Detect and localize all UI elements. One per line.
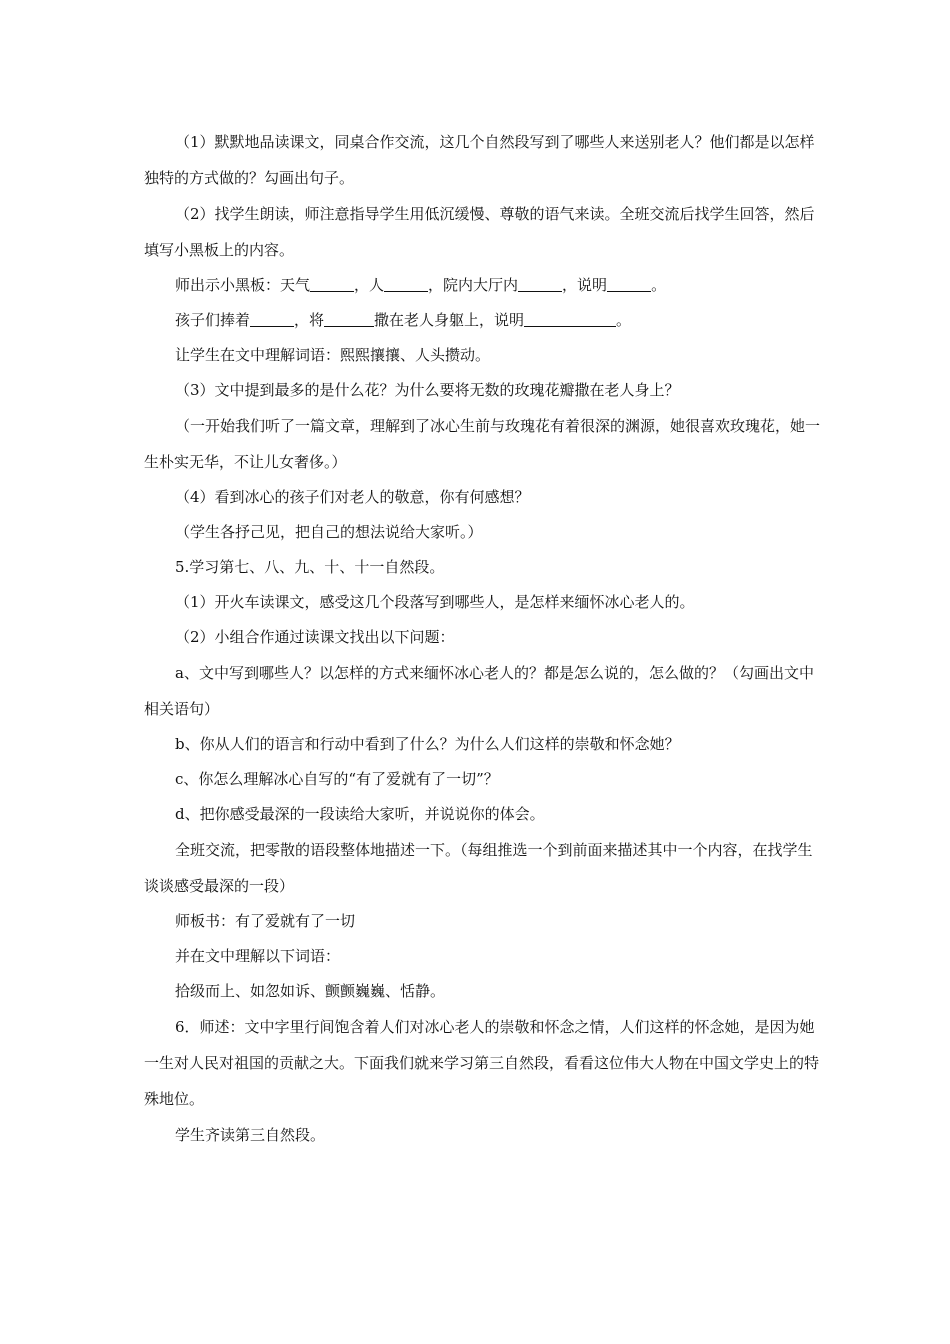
text-segment: 撒在老人身躯上，说明 <box>374 311 525 329</box>
paragraph: a、文中写到哪些人？以怎样的方式来缅怀冰心老人的？都是怎么说的，怎么做的？（勾画出文中相关语句） <box>144 664 814 718</box>
text-segment: 。 <box>651 276 667 294</box>
paragraph: 让学生在文中理解词语：熙熙攘攘、人头攒动。 <box>175 346 491 364</box>
fill-blank <box>324 311 374 327</box>
paragraph: 并在文中理解以下词语： <box>175 947 341 965</box>
text-segment: 师出示小黑板：天气 <box>175 276 311 294</box>
fill-blank <box>607 276 651 292</box>
paragraph: （3）文中提到最多的是什么花？为什么要将无数的玫瑰花瓣撒在老人身上？ <box>175 381 680 399</box>
text-segment: ，说明 <box>562 276 608 294</box>
fill-blank <box>310 276 354 292</box>
paragraph: d、把你感受最深的一段读给大家听，并说说你的体会。 <box>175 805 545 823</box>
text-segment: 。 <box>616 311 632 329</box>
text-segment: ，将 <box>294 311 325 329</box>
blackboard-line-1 <box>144 268 824 303</box>
fill-blank <box>524 311 616 327</box>
paragraph: （1）开火车读课文，感受这几个段落写到哪些人，是怎样来缅怀冰心老人的。 <box>175 593 695 611</box>
paragraph: 拾级而上、如忽如诉、颤颤巍巍、恬静。 <box>175 982 446 1000</box>
text-segment: 孩子们捧着 <box>175 311 251 329</box>
paragraph: （4）看到冰心的孩子们对老人的敬意，你有何感想？ <box>175 488 530 506</box>
paragraph: （2）小组合作通过读课文找出以下问题： <box>175 628 455 646</box>
paragraph: 5.学习第七、八、九、十、十一自然段。 <box>175 558 445 576</box>
document-body <box>144 124 824 1153</box>
blackboard-line-2 <box>144 303 824 338</box>
fill-blank <box>250 311 294 327</box>
fill-blank <box>518 276 562 292</box>
text-segment: ，院内大厅内 <box>428 276 519 294</box>
paragraph: 师板书：有了爱就有了一切 <box>175 912 356 930</box>
paragraph: 学生齐读第三自然段。 <box>175 1126 326 1144</box>
paragraph: b、你从人们的语言和行动中看到了什么？为什么人们这样的崇敬和怀念她？ <box>175 735 680 753</box>
paragraph: c、你怎么理解冰心自写的“有了爱就有了一切”？ <box>175 770 499 788</box>
paragraph: （1）默默地品读课文，同桌合作交流，这几个自然段写到了哪些人来送别老人？他们都是以怎样独特的方式做的？勾画出句子。 <box>144 133 815 187</box>
paragraph: （学生各抒己见，把自己的想法说给大家听。） <box>175 523 483 541</box>
paragraph: 6．师述：文中字里行间饱含着人们对冰心老人的崇敬和怀念之情，人们这样的怀念她，是因为她一生对人民对祖国的贡献之大。下面我们就来学习第三自然段，看看这位伟大人物在中国文学史上的特殊地位。 <box>144 1018 820 1108</box>
paragraph: （2）找学生朗读，师注意指导学生用低沉缓慢、尊敬的语气来读。全班交流后找学生回答，然后填写小黑板上的内容。 <box>144 205 815 259</box>
fill-blank <box>384 276 428 292</box>
paragraph: （一开始我们听了一篇文章，理解到了冰心生前与玫瑰花有着很深的渊源，她很喜欢玫瑰花，她一生朴实无华，不让儿女奢侈。） <box>144 417 821 471</box>
text-segment: ，人 <box>354 276 385 294</box>
paragraph: 全班交流，把零散的语段整体地描述一下。（每组推选一个到前面来描述其中一个内容，在找学生谈谈感受最深的一段） <box>144 841 813 895</box>
